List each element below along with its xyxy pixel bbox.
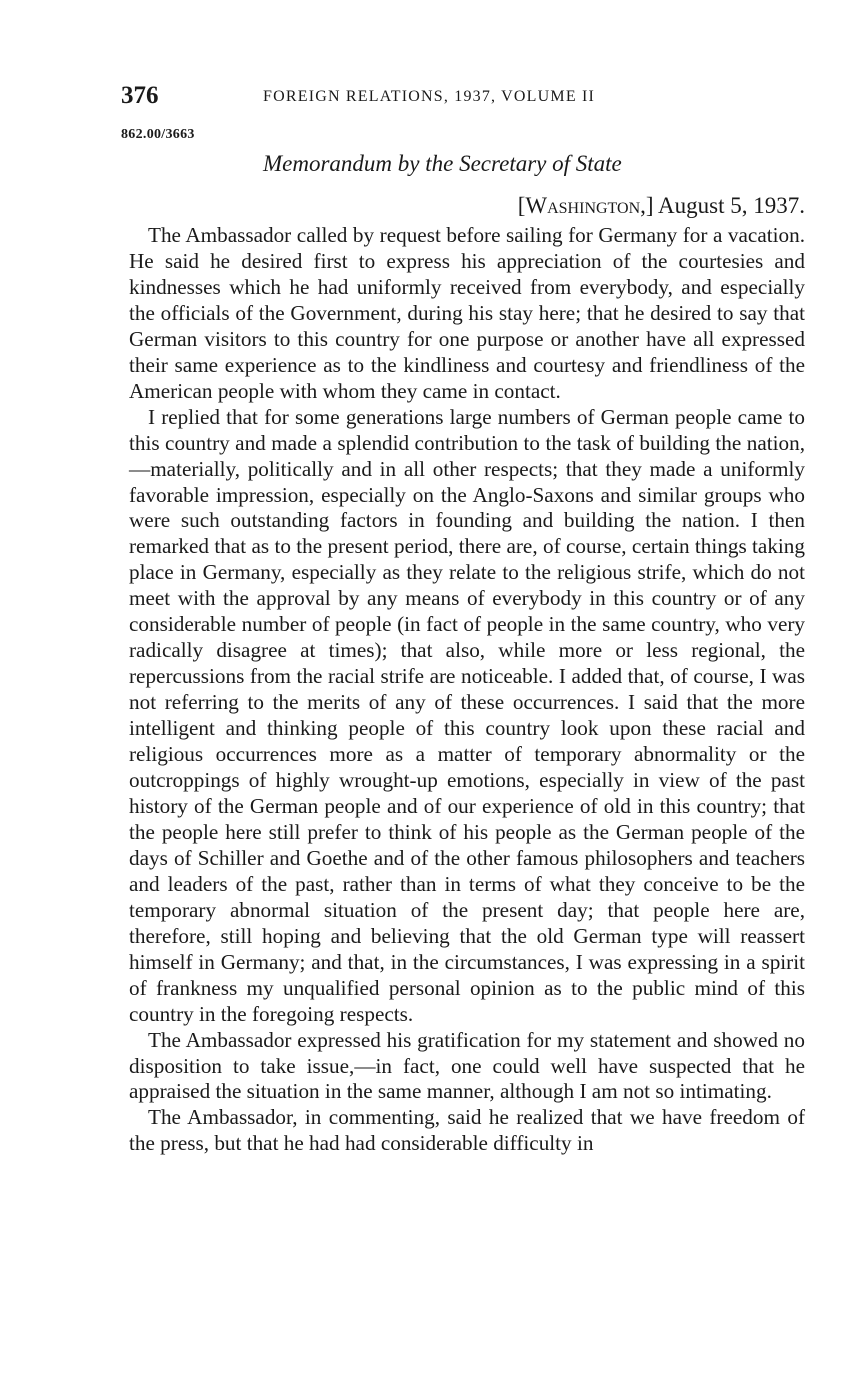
dateline-date: August 5, 1937. (658, 193, 805, 218)
page-number: 376 (121, 82, 159, 109)
dateline-place: [Washington,] (517, 193, 654, 218)
paragraph: The Ambassador called by request before sailing for Germany for a vacation. He said he desired first to express his appreciation of the courtesies and kindnesses which he had uniformly received from everybody, and especially the officials of the Government, during his stay here; that he desired to say that German visitors to this country for one purpose or another have all expressed their same experience as to the kindliness and courtesy and friendliness of the American people with whom they came in contact. (129, 223, 805, 403)
document-title: Memorandum by the Secretary of State (263, 151, 622, 176)
file-number: 862.00/3663 (121, 127, 195, 142)
paragraph: The Ambassador, in commenting, said he realized that we have freedom of the press, but that he had had considerable difficulty in (129, 1105, 805, 1156)
body-text (129, 223, 805, 1157)
paragraph: The Ambassador expressed his gratification for my statement and showed no disposition to take issue,—in fact, one could well have suspected that he appraised the situation in the same manner, although I am not so intimating. (129, 1027, 805, 1104)
running-head: FOREIGN RELATIONS, 1937, VOLUME II (263, 88, 596, 105)
paragraph: I replied that for some generations large numbers of German people came to this country and made a splendid contribution to the task of building the nation,—materially, politically and in all other respects; that they made a uniformly favorable impression, especially on the Anglo-Saxons and similar groups who were such outstanding factors in founding and building the nation. I then remarked that as to the present period, there are, of course, certain things taking place in Germany, especially as they relate to the religious strife, which do not meet with the approval by any means of everybody in this country or of any considerable number of people (in fact of people in the same country, who very radically disagree at times); that also, while more or less regional, the repercussions from the racial strife are noticeable. I added that, of course, I was not referring to the merits of any of these occurrences. I said that the more intelligent and thinking people of this country look upon these racial and religious occurrences more as a matter of temporary abnormality or the outcroppings of highly wrought-up emotions, especially in view of the past history of the German people and of our experience of old in this country; that the people here still prefer to think of his people as the German people of the days of Schiller and Goethe and of the other famous philosophers and teachers and leaders of the past, rather than in terms of what they conceive to be the temporary abnormal situation of the present day; that people here are, therefore, still hoping and believing that the old German type will reassert himself in Germany; and that, in the circumstances, I was expressing in a spirit of frankness my unqualified personal opinion as to the public mind of this country in the foregoing respects. (129, 404, 805, 1026)
dateline (518, 193, 805, 219)
